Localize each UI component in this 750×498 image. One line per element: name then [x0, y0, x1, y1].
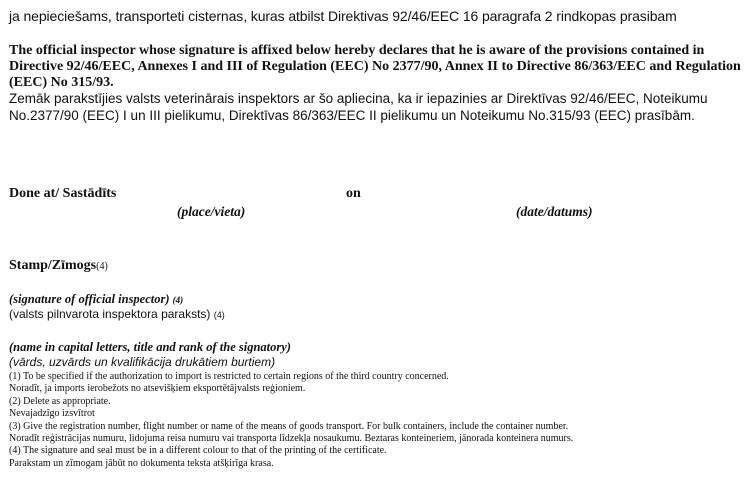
signature-text-latvian: (valsts pilnvarota inspektora paraksts) — [9, 307, 211, 321]
inspector-declaration — [9, 43, 745, 124]
signature-footnote-ref-english: (4) — [172, 295, 184, 305]
name-label-english: (name in capital letters, title and rank of the signatory) — [9, 340, 291, 354]
declaration-latvian: Zemāk parakstījies valsts veterinārais inspektors ar šo apliecina, ka ir iepazinies ar Direktīvas 92/46/EEC, Noteikumu No.2377/90 (EEC) I un III pielikumu, Direktīvas 86/363/EEC II pielikumu un Noteikumu No.315/93 (EEC) prasībām. — [9, 91, 708, 123]
footnote-2-latvian: Nevajadzīgo izsvītrot — [9, 408, 95, 420]
stamp-text: Stamp/Zīmogs — [9, 258, 97, 273]
stamp-footnote-ref: (4) — [96, 261, 108, 272]
date-label: (date/datums) — [516, 204, 593, 219]
name-label-latvian: (vārds, uzvārds un kvalifikācija drukātiem burtiem) — [9, 355, 276, 369]
footnote-1-english: (1) To be specified if the authorization to import is restricted to certain regions of the third country concerned. — [9, 371, 449, 382]
stamp-label — [9, 258, 108, 274]
signature-text-english: (signature of official inspector) — [9, 292, 170, 306]
place-label: (place/vieta) — [177, 204, 246, 219]
on-label: on — [346, 186, 361, 201]
done-at-label: Done at/ Sastādīts — [9, 186, 117, 201]
declaration-english: The official inspector whose signature is affixed below hereby declares that he is aware of the provisions contained in Directive 92/46/EEC, Annexes I and III of Regulation (EEC) No 2377/90, Annex II to Directive 86/363/EEC and Regulation (EEC) No 315/93. — [9, 43, 741, 90]
footnote-4-english: (4) The signature and seal must be in a different colour to that of the printing of the certificate. — [9, 445, 387, 457]
footnote-3-english: (3) Give the registration number, flight number or name of the means of goods transport. For bulk containers, include the container number. — [9, 420, 569, 432]
footnote-1-latvian: Noradīt, ja imports ierobežots no atsevišķiem eksportētājvalsts reģioniem. — [9, 383, 306, 395]
signature-label-latvian — [9, 307, 225, 321]
footnotes — [9, 371, 745, 470]
footnote-2-english: (2) Delete as appropriate. — [9, 395, 111, 407]
signature-footnote-ref-latvian: (4) — [213, 310, 225, 320]
footnote-4-latvian: Parakstam un zīmogam jābūt no dokumenta teksta atšķirīga krasa. — [9, 457, 274, 469]
intro-line: ja nepieciešams, transporteti cisternas, kuras atbilst Direktivas 92/46/EEC 16 paragrafa 2 rindkopas prasibam — [9, 8, 677, 24]
footnote-3-latvian: Noradīt reģistrācijas numuru, lidojuma reisa numuru vai transporta līdzekļa nosaukumu. Beztaras konteineriem, jānorada konteinera numurs. — [9, 433, 574, 445]
signature-label-english — [9, 292, 183, 307]
